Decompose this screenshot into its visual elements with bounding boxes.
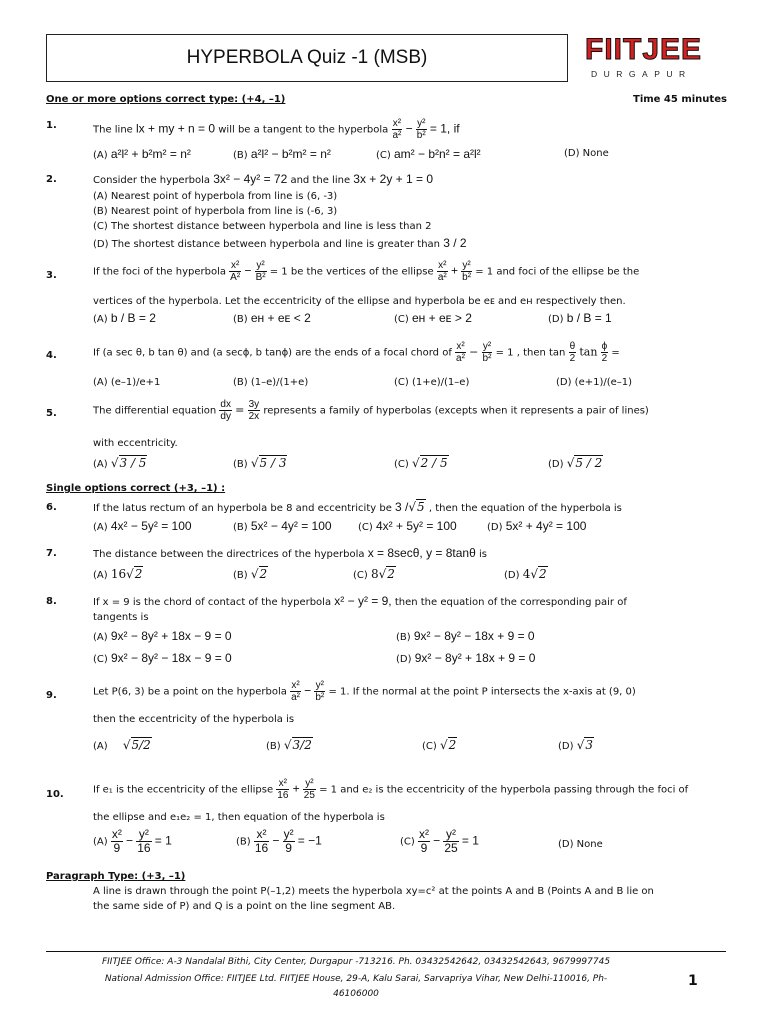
q8-option-c: (C) 9x² − 8y² − 18x − 9 = 0 <box>93 651 232 665</box>
question-2-text: Consider the hyperbola 3x² − 4y² = 72 and the line 3x + 2y + 1 = 0 <box>93 172 434 186</box>
question-number: 8. <box>46 596 57 607</box>
q5-option-a: (A) √3 / 5 <box>93 456 147 470</box>
section-header-paragraph: Paragraph Type: (+3, –1) <box>46 871 186 882</box>
q9-option-a: (A) √5/2 <box>93 738 151 752</box>
question-3-text: If the foci of the hyperbola $\frac{\text{x²}}{\text{A²}}$ − $\frac{\text{y²}}{\text{B²}}$ = 1 be the vertices of the ellipse $\frac{\text{x²}}{\text{a²}}$ + $\frac{\text{y²}}{\text{b²}}$ = 1 and foci of the ellipse be the <box>93 260 640 283</box>
q9-option-c: (C) √2 <box>422 738 457 752</box>
q3-option-b: (B) eʜ + eᴇ < 2 <box>233 311 311 325</box>
q4-option-d: (D) (e+1)/(e–1) <box>556 377 633 388</box>
q7-option-d: (D) 4√2 <box>504 567 547 581</box>
q6-option-a: (A) 4x² − 5y² = 100 <box>93 519 192 533</box>
q9-option-b: (B) √3/2 <box>266 738 312 752</box>
question-9-line2: then the eccentricity of the hyperbola is <box>93 714 295 725</box>
section-header-single: Single options correct (+3, –1) : <box>46 483 226 494</box>
q8-option-d: (D) 9x² − 8y² + 18x + 9 = 0 <box>396 651 536 665</box>
paragraph-line-2: the same side of P) and Q is a point on the line segment AB. <box>93 901 396 912</box>
quiz-title: HYPERBOLA Quiz -1 (MSB) <box>46 34 568 82</box>
q2-option-c: (C) The shortest distance between hyperbola and line is less than 2 <box>93 221 432 232</box>
q5-option-c: (C) √2 / 5 <box>394 456 448 470</box>
question-number: 6. <box>46 502 57 513</box>
q9-option-d: (D) √3 <box>558 738 593 752</box>
q7-option-c: (C) 8√2 <box>353 567 395 581</box>
page-number: 1 <box>688 973 698 989</box>
q2-option-d: (D) The shortest distance between hyperbola and line is greater than 3 / 2 <box>93 236 467 250</box>
q2-option-a: (A) Nearest point of hyperbola from line is (6, -3) <box>93 191 338 202</box>
paragraph-line-1: A line is drawn through the point P(–1,2) meets the hyperbola xy=c² at the points A and B (Points A and B lie on <box>93 886 654 897</box>
q3-option-c: (C) eʜ + eᴇ > 2 <box>394 311 472 325</box>
question-number: 10. <box>46 789 64 800</box>
section-header-multi: One or more options correct type: (+4, –1) <box>46 94 286 105</box>
question-5-line2: with eccentricity. <box>93 438 178 449</box>
time-label: Time 45 minutes <box>633 94 727 105</box>
q6-option-c: (C) 4x² + 5y² = 100 <box>358 519 457 533</box>
q1-option-d: (D) None <box>564 148 609 159</box>
q6-option-b: (B) 5x² − 4y² = 100 <box>233 519 332 533</box>
footer-line-2: National Admission Office: FIITJEE Ltd. FIITJEE House, 29-A, Kalu Sarai, Sarvapriya Vihar, New Delhi-110016, Ph- <box>104 974 608 984</box>
q5-option-d: (D) √5 / 2 <box>548 456 603 470</box>
question-number: 1. <box>46 120 57 131</box>
q1-option-a: (A) a²l² + b²m² = n² <box>93 147 191 161</box>
fiitjee-logo: FIITJEE DURGAPUR <box>585 33 703 79</box>
q10-option-a: (A) $\frac{\text{x²}}{9}$ − $\frac{\text{y²}}{16}$ = 1 <box>93 827 172 855</box>
question-9-text: Let P(6, 3) be a point on the hyperbola $\frac{\text{x²}}{\text{a²}}$ − $\frac{\text{y²}}{\text{b²}}$ = 1. If the normal at the point P intersects the x-axis at (9, 0) <box>93 680 636 703</box>
q2-option-b: (B) Nearest point of hyperbola from line is (-6, 3) <box>93 206 338 217</box>
footer-divider <box>46 951 726 952</box>
question-10-text: If e₁ is the eccentricity of the ellipse $\frac{\text{x²}}{16}$ + $\frac{\text{y²}}{25}$ = 1 and e₂ is the eccentricity of the hyperbola passing through the foci of <box>93 778 689 801</box>
q3-option-a: (A) b / B = 2 <box>93 311 156 325</box>
question-number: 4. <box>46 350 57 361</box>
q4-option-c: (C) (1+e)/(1–e) <box>394 377 470 388</box>
q10-option-d: (D) None <box>558 839 603 850</box>
question-number: 5. <box>46 408 57 419</box>
question-8-text: If x = 9 is the chord of contact of the hyperbola x² − y² = 9, then the equation of the corresponding pair of <box>93 594 627 608</box>
q8-option-a: (A) 9x² − 8y² + 18x − 9 = 0 <box>93 629 232 643</box>
q3-option-d: (D) b / B = 1 <box>548 311 612 325</box>
q4-option-b: (B) (1–e)/(1+e) <box>233 377 309 388</box>
q1-option-c: (C) am² − b²n² = a²l² <box>376 147 481 161</box>
q10-option-b: (B) $\frac{\text{x²}}{16}$ − $\frac{\text{y²}}{9}$ = −1 <box>236 827 322 855</box>
q8-option-b: (B) 9x² − 8y² − 18x + 9 = 0 <box>396 629 535 643</box>
q7-option-a: (A) 16√2 <box>93 567 143 581</box>
q10-option-c: (C) $\frac{\text{x²}}{9}$ − $\frac{\text{y²}}{25}$ = 1 <box>400 827 479 855</box>
question-1-text: The line lx + my + n = 0 will be a tangent to the hyperbola $\frac{\text{x²}}{\text{a²}}$ − $\frac{\text{y²}}{\text{b²}}$ = 1, if <box>93 118 460 141</box>
q5-option-b: (B) √5 / 3 <box>233 456 287 470</box>
question-number: 2. <box>46 174 57 185</box>
question-number: 7. <box>46 548 57 559</box>
q1-option-b: (B) a²l² − b²m² = n² <box>233 147 331 161</box>
q4-option-a: (A) (e–1)/e+1 <box>93 377 161 388</box>
question-10-line2: the ellipse and e₁e₂ = 1, then equation of the hyperbola is <box>93 812 385 823</box>
q7-option-b: (B) √2 <box>233 567 268 581</box>
question-4-text: If (a sec θ, b tan θ) and (a secϕ, b tanϕ) are the ends of a focal chord of $\frac{\text{x²}}{\text{a²}}$ − $\frac{\text{y²}}{\text{b²}}$ = 1 , then tan $\frac{\theta}{2}$ tan $\frac{\phi}{2}$ = <box>93 341 620 364</box>
question-3-line2: vertices of the hyperbola. Let the eccentricity of the ellipse and hyperbola be eᴇ and eʜ respectively then. <box>93 296 626 307</box>
question-6-text: If the latus rectum of an hyperbola be 8 and eccentricity be 3 /√5 , then the equation of the hyperbola is <box>93 500 622 514</box>
question-8-line2: tangents is <box>93 612 149 623</box>
question-7-text: The distance between the directrices of the hyperbola x = 8secθ, y = 8tanθ is <box>93 546 487 560</box>
footer-line-1: FIITJEE Office: A-3 Nandalal Bithi, City Center, Durgapur -713216. Ph. 03432542642, 03432542643, 9679997745 <box>101 957 611 967</box>
question-5-text: The differential equation $\frac{dx}{dy}$ = $\frac{3y}{2x}$ represents a family of hyperbolas (excepts when it represents a pair of lines) <box>93 399 649 422</box>
question-number: 9. <box>46 690 57 701</box>
question-number: 3. <box>46 270 57 281</box>
footer-line-3: 46106000 <box>333 989 379 999</box>
q6-option-d: (D) 5x² + 4y² = 100 <box>487 519 587 533</box>
